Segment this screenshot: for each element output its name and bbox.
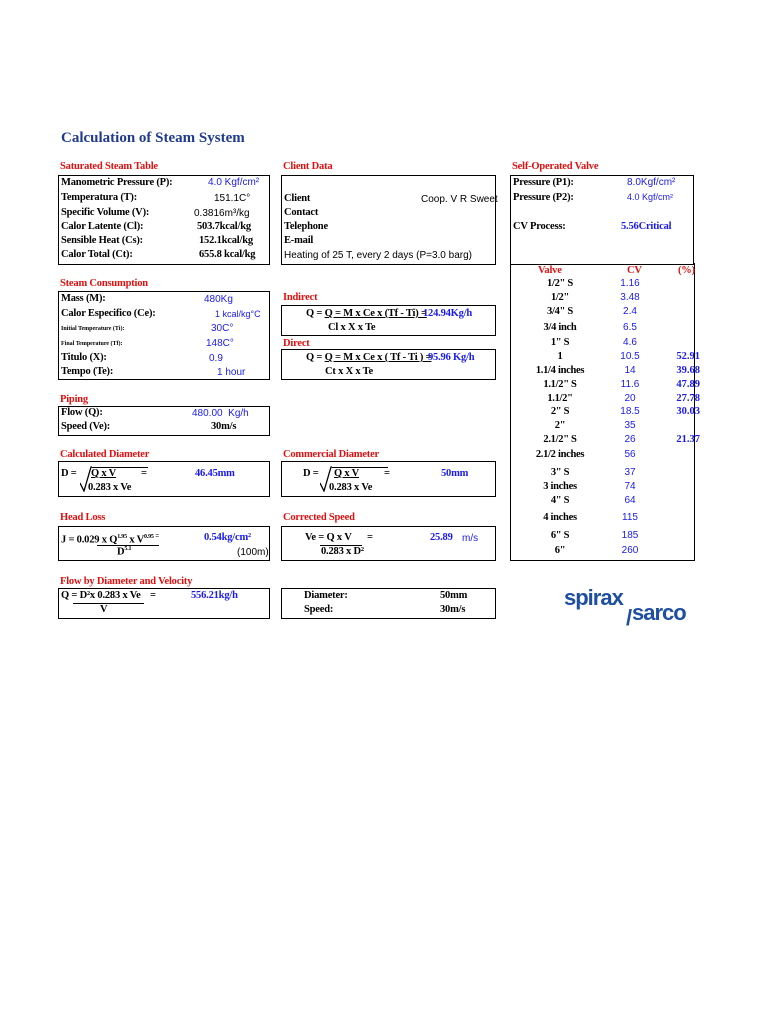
valve-table-row — [510, 365, 700, 379]
te-label: Tempo (Te): — [61, 366, 114, 377]
piping-heading: Piping — [60, 394, 88, 405]
te-value: 1 hour — [217, 367, 246, 378]
comm-d-num-text: Q x V — [334, 468, 360, 479]
flow-dv-result: 556.21kg/h — [191, 590, 238, 601]
valve-size: 3 inches — [543, 481, 577, 492]
hl-den — [117, 546, 131, 558]
calc-d-num — [91, 468, 116, 479]
hl-result: 0.54kg/cm² — [204, 532, 251, 543]
direct-result: 95.96 Kg/h — [428, 352, 475, 363]
cv-label: CV Process: — [513, 221, 566, 232]
hl-part-c: = — [153, 532, 160, 540]
valve-table-row — [510, 495, 695, 509]
calc-diameter-heading: Calculated Diameter — [60, 449, 150, 460]
hl-exp1: 1.95 — [117, 534, 127, 540]
valve-percent: 27.78 — [676, 393, 700, 404]
calc-d-lhs: D = — [61, 468, 77, 479]
volume-label: Specific Volume (V): — [61, 207, 150, 218]
cs-result: 25.89 — [430, 532, 453, 543]
valve-size: 2" — [554, 420, 566, 431]
x-value: 0.9 — [209, 353, 223, 364]
valve-percent: 52.91 — [676, 351, 700, 362]
ce-label: Calor Especifico (Ce): — [61, 308, 156, 319]
valve-rows — [510, 0, 700, 600]
indirect-denominator: Cl x X x Te — [328, 322, 376, 333]
cs-formula: Ve = Q x V — [305, 532, 352, 543]
valve-table-row — [510, 351, 700, 365]
valve-table-row — [510, 306, 695, 320]
comm-d-lhs: D = — [303, 468, 319, 479]
cs-eq: = — [367, 532, 373, 543]
direct-heading: Direct — [283, 338, 310, 349]
flow-value: 480.00 Kg/h — [192, 408, 249, 419]
valve-percent: 30.03 — [676, 406, 700, 417]
contact-label: Contact — [284, 207, 319, 218]
speed2-label: Speed: — [304, 604, 334, 615]
tf-value: 148C° — [206, 338, 234, 349]
saturated-heading: Saturated Steam Table — [60, 161, 158, 172]
valve-size: 1.1/2" — [547, 393, 573, 404]
comm-d-eq: = — [384, 468, 390, 479]
valve-table-row — [510, 545, 695, 559]
client-note: Heating of 25 T, every 2 days (P=3.0 barg) — [284, 250, 472, 261]
cs-den: 0.283 x D² — [321, 546, 364, 557]
p2-label: Pressure (P2): — [513, 192, 574, 203]
comm-d-result: 50mm — [441, 468, 469, 479]
logo-line-1: spirax — [564, 585, 623, 610]
tf-label: Final Temperature (Tf): — [61, 341, 123, 347]
ti-label: Initial Temperature (Ti): — [61, 326, 125, 332]
valve-size: 1/2" — [550, 292, 570, 303]
p2-value: 4.0 Kgf/cm² — [627, 192, 674, 202]
valve-cv: 2.4 — [623, 306, 637, 317]
total-value: 655.8 kcal/kg — [199, 249, 256, 260]
valve-cv: 18.5 — [620, 406, 640, 417]
speed-value: 30m/s — [211, 421, 237, 432]
valve-percent: 39.68 — [676, 365, 700, 376]
cv-col-header: CV — [627, 265, 642, 276]
speed-label: Speed (Ve): — [61, 421, 111, 432]
direct-numerator: Q = Q = M x Ce x ( Tf - Ti ) = — [306, 352, 432, 363]
pressure-label: Manometric Pressure (P): — [61, 177, 173, 188]
valve-cv: 14 — [624, 365, 636, 376]
temp-value: 151.1C° — [214, 193, 251, 204]
hl-den-text: D — [117, 546, 125, 558]
spirax-sarco-logo — [564, 585, 694, 630]
logo-line-2: sarco — [632, 600, 686, 625]
flow-dv-fraction-bar — [73, 603, 144, 604]
pressure-value: 4.0 Kgf/cm² — [208, 177, 260, 188]
valve-cv: 115 — [622, 512, 638, 523]
valve-cv: 64 — [624, 495, 636, 506]
valve-table-row — [510, 481, 695, 495]
comm-d-den: 0.283 x Ve — [329, 482, 373, 493]
corrected-speed-heading: Corrected Speed — [283, 512, 355, 523]
valve-table-row — [510, 406, 700, 420]
valve-size: 3" S — [550, 467, 570, 478]
cv-value: 5.56Critical — [621, 221, 672, 232]
hl-exp2: 0.95 — [143, 534, 154, 540]
valve-cv: 20 — [624, 393, 636, 404]
valve-size: 2.1/2" S — [543, 434, 577, 445]
speed2-value: 30m/s — [440, 604, 466, 615]
valve-size: 1/2" S — [547, 278, 573, 289]
consumption-heading: Steam Consumption — [60, 278, 148, 289]
latent-value: 503.7kcal/kg — [197, 221, 251, 232]
mass-value: 480Kg — [204, 294, 233, 305]
valve-table-row — [510, 449, 695, 463]
telephone-label: Telephone — [284, 221, 328, 232]
valve-size: 1 — [557, 351, 563, 362]
valve-cv: 6.5 — [623, 322, 637, 333]
valve-size: 4" S — [550, 495, 570, 506]
valve-percent: 21.37 — [676, 434, 700, 445]
comm-diameter-box — [281, 461, 496, 497]
valve-cv: 26 — [624, 434, 636, 445]
valve-table-row — [510, 322, 695, 336]
hl-unit: (100m) — [237, 547, 269, 558]
valve-size: 6" S — [550, 530, 570, 541]
flow-dv-den: V — [100, 604, 108, 615]
diameter-value: 50mm — [440, 590, 468, 601]
valve-cv: 35 — [624, 420, 636, 431]
valve-table-row — [510, 337, 695, 351]
valve-table-row — [510, 530, 695, 544]
cs-unit: m/s — [462, 533, 479, 544]
valve-size: 6" — [554, 545, 566, 556]
valve-cv: 37 — [624, 467, 636, 478]
valve-cv: 185 — [621, 530, 639, 541]
valve-table-row — [510, 512, 695, 526]
calc-d-num-text: Q x V — [91, 468, 117, 479]
flow-dv-formula: Q = D²x 0.283 x Ve — [61, 590, 141, 601]
valve-cv: 11.6 — [620, 379, 640, 390]
flow-dv-eq: = — [150, 590, 156, 601]
direct-denominator: Ct x X x Te — [325, 366, 373, 377]
x-label: Titulo (X): — [61, 352, 107, 363]
indirect-expr: Q = M x Ce x (Tf - Ti) = — [324, 308, 427, 319]
sensible-label: Sensible Heat (Cs): — [61, 235, 143, 246]
valve-size: 3/4" S — [547, 306, 573, 317]
valve-size: 2.1/2 inches — [535, 449, 585, 460]
valve-size: 1.1/4 inches — [535, 365, 585, 376]
sensible-value: 152.1kcal/kg — [199, 235, 253, 246]
valve-cv: 3.48 — [620, 292, 640, 303]
valve-cv: 260 — [621, 545, 639, 556]
valve-table-row — [510, 292, 695, 306]
client-heading: Client Data — [283, 161, 333, 172]
hl-exp3: 5.1 — [124, 546, 132, 552]
valve-percent: 47.89 — [676, 379, 700, 390]
valve-size: 3/4 inch — [543, 322, 577, 333]
valve-table-row — [510, 393, 700, 407]
head-loss-formula — [61, 532, 159, 546]
p1-value: 8.0Kgf/cm² — [627, 177, 676, 188]
comm-d-num — [334, 468, 359, 479]
valve-cv: 1.16 — [620, 278, 640, 289]
ce-value: 1 kcal/kg°C — [215, 309, 261, 319]
valve-table-row — [510, 278, 695, 292]
client-label: Client — [284, 193, 311, 204]
calc-d-eq: = — [141, 468, 147, 479]
ti-value: 30C° — [211, 323, 234, 334]
valve-cv: 56 — [624, 449, 636, 460]
volume-value: 0.3816m³/kg — [194, 208, 250, 219]
valve-table-row — [510, 434, 700, 448]
valve-heading: Self-Operated Valve — [512, 161, 599, 172]
calc-d-den: 0.283 x Ve — [88, 482, 132, 493]
indirect-numerator: Q = Q = M x Ce x (Tf - Ti) = — [306, 308, 427, 319]
indirect-result: 124.94Kg/h — [423, 308, 473, 319]
head-loss-heading: Head Loss — [60, 512, 106, 523]
indirect-heading: Indirect — [283, 292, 318, 303]
diameter-label: Diameter: — [304, 590, 348, 601]
valve-col-header: Valve — [538, 265, 562, 276]
email-label: E-mail — [284, 235, 314, 246]
p1-label: Pressure (P1): — [513, 177, 574, 188]
valve-cv: 74 — [624, 481, 636, 492]
valve-table-row — [510, 420, 695, 434]
temp-label: Temperatura (T): — [61, 192, 138, 203]
valve-size: 1" S — [550, 337, 570, 348]
valve-size: 4 inches — [543, 512, 577, 523]
logo-slash: / — [626, 605, 633, 630]
latent-label: Calor Latente (Cl): — [61, 221, 144, 232]
flow-dv-heading: Flow by Diameter and Velocity — [60, 576, 193, 587]
mass-label: Mass (M): — [61, 293, 106, 304]
valve-cv: 10.5 — [620, 351, 640, 362]
pct-col-header: (%) — [678, 265, 695, 276]
total-label: Calor Total (Ct): — [61, 249, 133, 260]
valve-cv: 4.6 — [623, 337, 637, 348]
valve-table-row — [510, 467, 695, 481]
hl-part-b: x V — [126, 534, 144, 546]
valve-size: 1.1/2" S — [543, 379, 577, 390]
flow-label: Flow (Q): — [61, 407, 103, 418]
valve-size: 2" S — [550, 406, 570, 417]
calc-d-result: 46.45mm — [195, 468, 235, 479]
page-title: Calculation of Steam System — [61, 130, 245, 146]
hl-part-a: J = 0.029 x Q — [61, 534, 118, 546]
comm-diameter-heading: Commercial Diameter — [283, 449, 380, 460]
direct-expr: Q = M x Ce x ( Tf - Ti ) = — [324, 352, 432, 363]
valve-table-row — [510, 379, 700, 393]
client-value: Coop. V R Sweet — [421, 194, 498, 205]
